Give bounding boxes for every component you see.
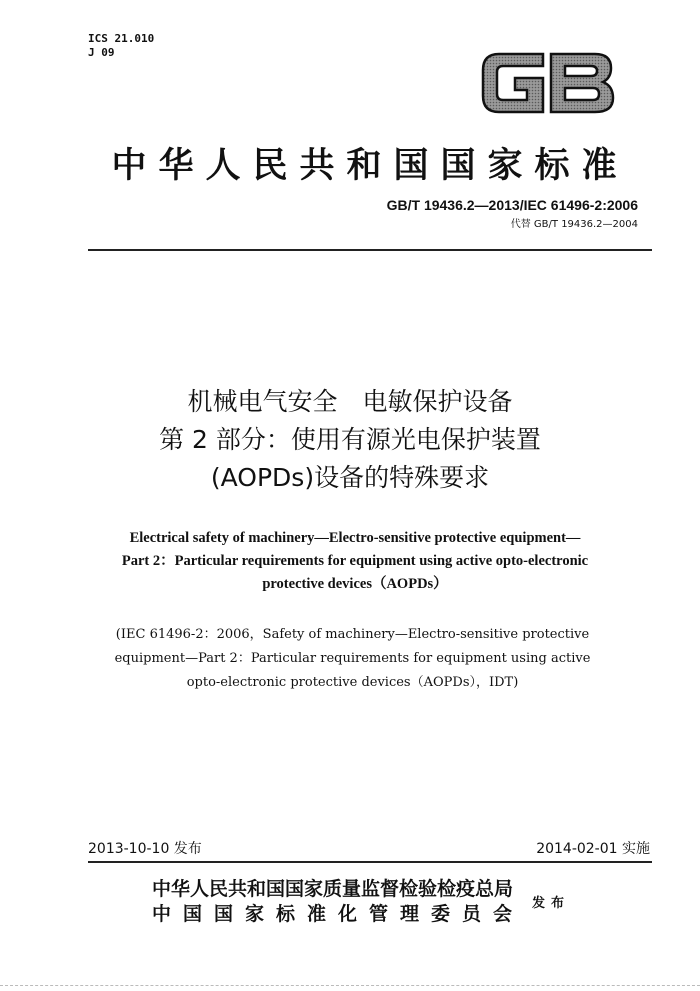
chinese-title xyxy=(70,383,630,497)
bottom-divider xyxy=(88,861,652,863)
ics-code: ICS 21.010 xyxy=(88,32,155,45)
ccs-code: J 09 xyxy=(88,46,115,59)
english-title-line-1: Electrical safety of machinery—Electro-sensitive protective equipment— xyxy=(129,530,581,546)
english-title-line-2: Part 2：Particular requirements for equipment using active opto-electronic xyxy=(121,553,589,569)
implementation-date: 2014-02-01 实施 xyxy=(536,841,650,857)
publication-date: 2013-10-10 发布 xyxy=(88,841,202,857)
ics-classification xyxy=(88,32,154,60)
equivalence-statement xyxy=(90,623,615,695)
publish-label: 发布 xyxy=(532,896,571,911)
top-divider xyxy=(88,249,652,251)
chinese-title-line-2: 第 2 部分：使用有源光电保护装置 xyxy=(159,425,541,454)
equivalence-line-3: opto-electronic protective devices（AOPDs），IDT) xyxy=(186,675,519,690)
chinese-title-line-1: 机械电气安全 电敏保护设备 xyxy=(187,387,513,416)
english-title-line-3: protective devices（AOPDs） xyxy=(262,576,448,592)
replaces-standard: 代替 GB/T 19436.2—2004 xyxy=(510,219,638,230)
equivalence-line-2: equipment—Part 2：Particular requirements for equipment using active xyxy=(114,651,591,666)
gb-logo xyxy=(477,44,617,120)
english-title xyxy=(70,527,640,596)
scan-edge-line xyxy=(0,985,700,986)
standard-name: 中华人民共和国国家标准 xyxy=(111,145,629,186)
standard-number: GB/T 19436.2—2013/IEC 61496-2:2006 xyxy=(386,197,638,213)
issuing-authorities xyxy=(152,877,524,927)
equivalence-line-1: (IEC 61496-2：2006，Safety of machinery—Electro-sensitive protective xyxy=(115,627,590,642)
chinese-title-line-3: (AOPDs)设备的特殊要求 xyxy=(210,463,490,492)
issuer-sac: 中国国家标准化管理委员会 xyxy=(152,903,525,925)
issuer-aqsiq: 中华人民共和国国家质量监督检验检疫总局 xyxy=(152,878,514,900)
